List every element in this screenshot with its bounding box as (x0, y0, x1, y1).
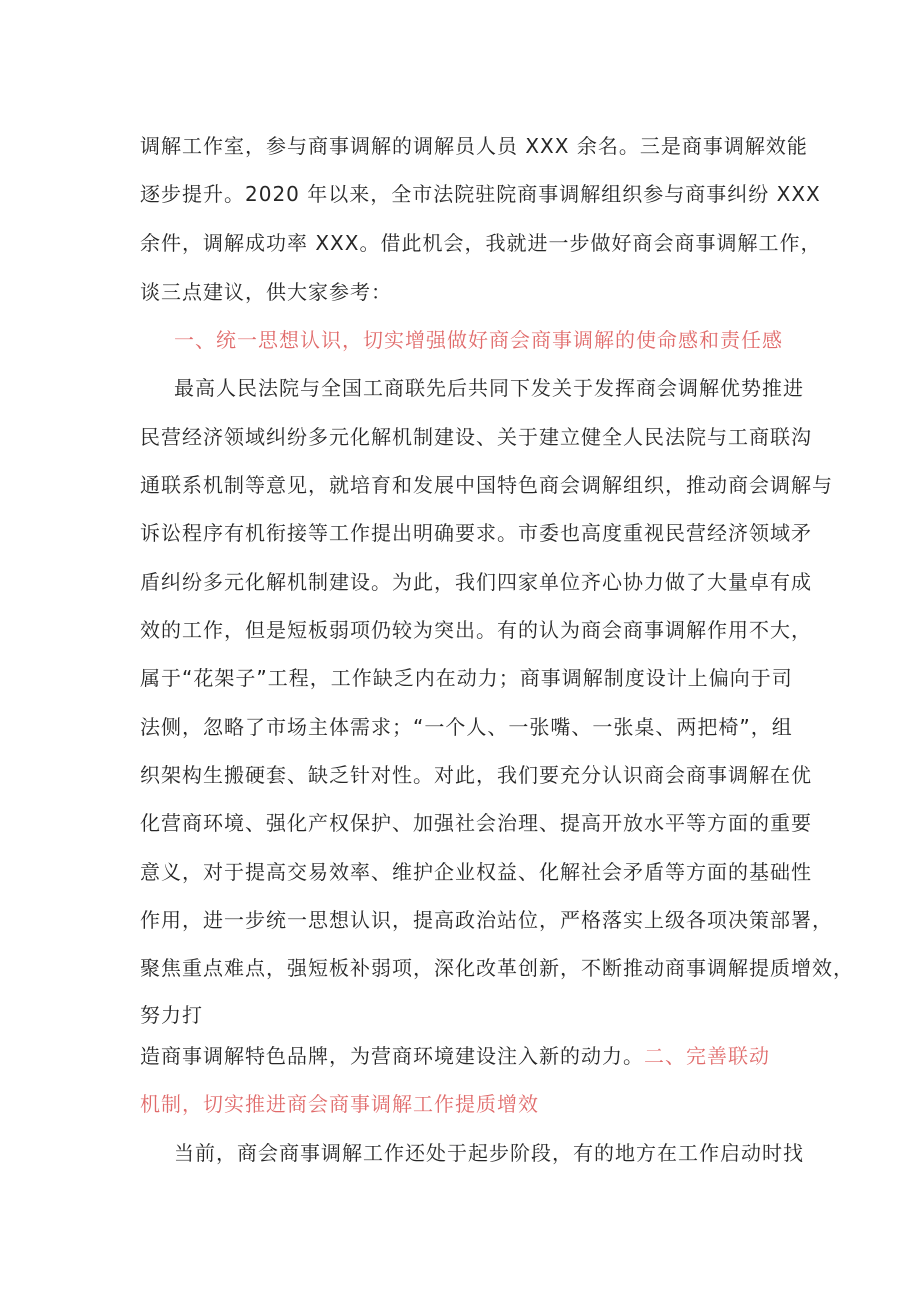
paragraph-line: 聚焦重点难点，强短板补弱项，深化改革创新，不断推动商事调解提质增效， (140, 956, 854, 980)
paragraph-line: 调解工作室，参与商事调解的调解员人员 XXX 余名。三是商事调解效能 (140, 134, 808, 158)
paragraph-line: 当前，商会商事调解工作还处于起步阶段，有的地方在工作启动时找 (174, 1141, 804, 1165)
paragraph-line: 诉讼程序有机衔接等工作提出明确要求。市委也高度重视民营经济领域矛 (140, 521, 812, 545)
paragraph-line: 法侧，忽略了市场主体需求；“一个人、一张嘴、一张桌、两把椅”，组 (140, 715, 793, 739)
paragraph-line: 努力打 (140, 1003, 203, 1027)
paragraph-line: 意义，对于提高交易效率、维护企业权益、化解社会矛盾等方面的基础性 (140, 860, 812, 884)
section-heading-two-continued: 机制，切实推进商会商事调解工作提质增效 (140, 1092, 539, 1116)
paragraph-line: 谈三点建议，供大家参考： (140, 280, 392, 304)
paragraph-line: 民营经济领域纠纷多元化解机制建设、关于建立健全人民法院与工商联沟 (140, 425, 812, 449)
paragraph-line: 通联系机制等意见，就培育和发展中国特色商会调解组织，推动商会调解与 (140, 473, 833, 497)
paragraph-line: 逐步提升。2020 年以来，全市法院驻院商事调解组织参与商事纠纷 XXX (140, 182, 821, 206)
paragraph-line: 效的工作，但是短板弱项仍较为突出。有的认为商会商事调解作用不大， (140, 618, 812, 642)
paragraph-line: 余件，调解成功率 XXX。借此机会，我就进一步做好商会商事调解工作， (140, 231, 822, 255)
paragraph-line: 最高人民法院与全国工商联先后共同下发关于发挥商会调解优势推进 (174, 376, 804, 400)
section-heading-two: 二、完善联动 (644, 1044, 770, 1068)
paragraph-line: 作用，进一步统一思想认识，提高政治站位，严格落实上级各项决策部署， (140, 908, 833, 932)
mixed-paragraph-line (140, 1044, 770, 1068)
paragraph-line: 化营商环境、强化产权保护、加强社会治理、提高开放水平等方面的重要 (140, 811, 812, 835)
section-heading-one: 一、统一思想认识，切实增强做好商会商事调解的使命感和责任感 (174, 328, 783, 352)
paragraph-line: 盾纠纷多元化解机制建设。为此，我们四家单位齐心协力做了大量卓有成 (140, 570, 812, 594)
paragraph-text: 造商事调解特色品牌，为营商环境建设注入新的动力。 (140, 1044, 644, 1068)
paragraph-line: 属于“花架子”工程，工作缺乏内在动力；商事调解制度设计上偏向于司 (140, 666, 793, 690)
paragraph-line: 织架构生搬硬套、缺乏针对性。对此，我们要充分认识商会商事调解在优 (140, 763, 812, 787)
